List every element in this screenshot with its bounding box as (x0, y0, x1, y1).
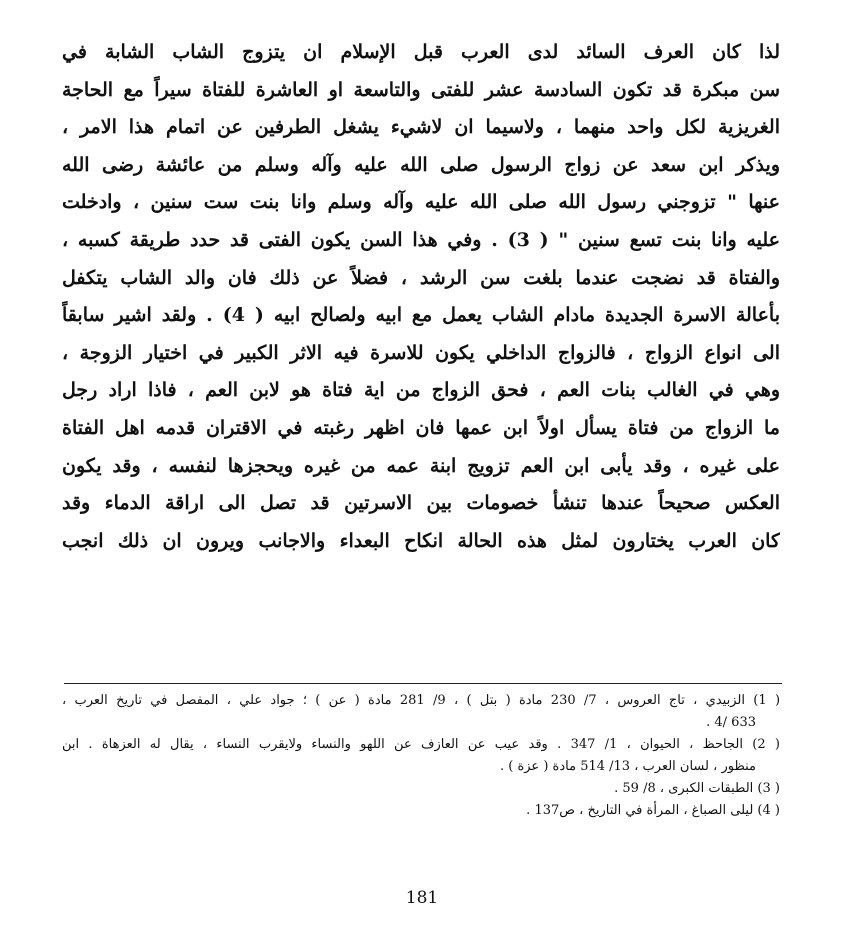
footnote-2-line-2: منظور ، لسان العرب ، 13/ 514 مادة ( عزة ) . (499, 759, 756, 774)
body-line: ويذكر ابن سعد عن زواج الرسول صلى الله عليه وآله وسلم من عائشة رضى الله (62, 153, 780, 176)
body-line: لذا كان العرف السائد لدى العرب قبل الإسلام ان يتزوج الشاب الشابة في (62, 41, 780, 63)
footnote-2-line-1: ( 2) الجاحظ ، الحيوان ، 1/ 347 . وقد عيب عن العازف عن اللهو والنساء ولايقرب النساء ، يقال له العزهاة . ابن (62, 737, 780, 752)
footnote-divider (64, 683, 782, 684)
footnote-1-line-2: 633 /4 . (706, 715, 756, 730)
body-line: عنها " تزوجني رسول الله صلى الله عليه وآله وسلم وانا بنت ست سنين ، وادخلت (62, 191, 780, 214)
body-line: العكس صحيحاً عندها تنشأ خصومات بين الاسرتين قد تصل الى اراقة الدماء وقد (62, 492, 780, 515)
body-line: والفتاة قد نضجت عندما بلغت سن الرشد ، فضلاً عن ذلك فان والد الشاب يتكفل (62, 266, 780, 289)
page-number: 181 (405, 888, 439, 908)
body-line: الغريزية لكل واحد منهما ، ولاسيما ان لاشيء يشغل الطرفين عن اتمام هذا الامر ، (62, 116, 780, 139)
body-line: بأعالة الاسرة الجديدة مادام الشاب يعمل مع ابيه ولصالح ابيه ( 4) . ولقد اشير سابقاً (62, 304, 780, 327)
body-line: وهي في الغالب بنات العم ، فحق الزواج من اية فتاة هو لابن العم ، فاذا اراد رجل (62, 379, 780, 402)
body-line: الى انواع الزواج ، فالزواج الداخلي يكون للاسرة فيه الاثر الكبير في اختيار الزوجة ، (62, 341, 780, 364)
body-line: سن مبكرة قد تكون السادسة عشر للفتى والتاسعة او العاشرة للفتاة سيراً مع الحاجة (62, 78, 780, 101)
footnotes (62, 690, 780, 822)
body-line: ما الزواج من فتاة يسأل اولاً ابن عمها فان اظهر رغبته في الاقتران قدمه اهل الفتاة (62, 416, 780, 439)
body-line: كان العرب يختارون لمثل هذه الحالة انكاح البعداء والاجانب ويرون ان ذلك انجب (62, 529, 780, 552)
footnote-3: ( 3) الطبقات الكبرى ، 8/ 59 . (614, 781, 780, 796)
footnote-4: ( 4) ليلى الصباغ ، المرأة في التاريخ ، ص137 . (526, 803, 780, 818)
footnote-1-line-1: ( 1) الزبيدي ، تاج العروس ، 7/ 230 مادة ( بتل ) ، 9/ 281 مادة ( عن ) ؛ جواد علي ، المفصل في تاريخ العرب ، (62, 693, 780, 708)
body-line: على غيره ، وقد يأبى ابن العم تزويج ابنة عمه من غيره ويحجزها لنفسه ، وقد يكون (62, 454, 780, 477)
body-text (62, 34, 780, 560)
body-line: عليه وانا بنت تسع سنين " ( 3) . وفي هذا السن يكون الفتى قد حدد طريقة كسبه ، (62, 228, 780, 251)
